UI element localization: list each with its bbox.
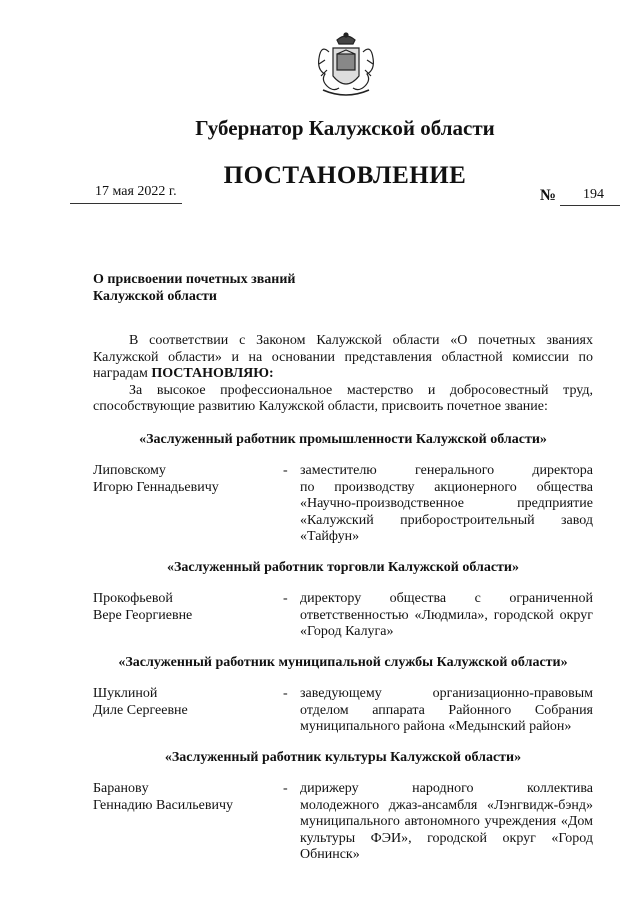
subject-line: Калужской области: [93, 289, 217, 304]
position-line: ответственностью «Людмила», городской округ: [300, 607, 593, 623]
preamble-paragraph: [93, 333, 593, 383]
recipient-name: [93, 686, 273, 719]
document-type-title: ПОСТАНОВЛЕНИЕ: [223, 162, 467, 189]
position-line: муниципального автономного учреждения «Дом: [300, 814, 593, 829]
award-intro-paragraph: За высокое профессиональное мастерство и добросовестный труд, способствующие развитию Калужской области, присвоить почетное звание:: [93, 382, 593, 414]
coat-of-arms-emblem: [315, 30, 377, 102]
position-line: молодежного джаз-ансамбля «Лэнгвидж-бэнд»: [300, 797, 593, 813]
preamble-text: В соответствии с Законом Калужской области «О почетных званиях Калужской области» и на основании представления областной комиссии по наградам: [93, 333, 593, 381]
number-underline: [560, 205, 620, 206]
decree-word: ПОСТАНОВЛЯЮ:: [151, 366, 274, 381]
position-line: отделом аппарата Районного Собрания: [300, 702, 593, 718]
issuing-authority: Губернатор Калужской области: [195, 116, 495, 140]
entry-dash: -: [283, 463, 288, 478]
recipient-name: [93, 463, 273, 496]
position-line: муниципального района «Медынский район»: [300, 719, 572, 734]
preamble: [93, 333, 593, 416]
position-line: директору общества с ограниченной: [300, 591, 593, 606]
document-date: 17 мая 2022 г.: [95, 184, 177, 199]
recipient-given-names: Диле Сергеевне: [93, 702, 188, 718]
number-sign: №: [540, 187, 557, 204]
recipient-surname: Прокофьевой: [93, 591, 173, 606]
award-title: «Заслуженный работник промышленности Калужской области»: [139, 432, 547, 447]
recipient-surname: Барановy: [93, 781, 149, 796]
entry-dash: -: [283, 591, 288, 606]
position-line: культуры ФЭИ», городской округ «Город: [300, 830, 593, 846]
date-underline: [70, 203, 182, 204]
recipient-position: [300, 686, 593, 736]
recipient-position: [300, 781, 593, 864]
document-number: 194: [583, 187, 604, 202]
recipient-name: [93, 591, 273, 624]
position-line: заведующему организационно-правовым: [300, 686, 593, 701]
position-line: дирижеру народного коллектива: [300, 781, 593, 796]
recipient-name: [93, 781, 273, 814]
document-subject: [93, 271, 295, 305]
position-line: «Калужский приборостроительный завод: [300, 512, 593, 528]
position-line: по производству акционерного общества: [300, 479, 593, 495]
recipient-surname: Шуклиной: [93, 686, 158, 701]
subject-line: О присвоении почетных званий: [93, 272, 296, 287]
position-line: «Научно-производственное предприятие: [300, 496, 593, 511]
recipient-given-names: Геннадию Васильевичу: [93, 797, 233, 813]
award-title: «Заслуженный работник торговли Калужской области»: [167, 560, 519, 575]
position-line: «Тайфун»: [300, 529, 360, 544]
award-title: «Заслуженный работник муниципальной службы Калужской области»: [118, 655, 568, 670]
recipient-position: [300, 591, 593, 641]
award-title: «Заслуженный работник культуры Калужской области»: [164, 750, 522, 765]
position-line: заместителю генерального директора: [300, 463, 593, 478]
position-line: Обнинск»: [300, 847, 360, 862]
recipient-position: [300, 463, 593, 546]
entry-dash: -: [283, 686, 288, 701]
recipient-given-names: Игорю Геннадьевичу: [93, 479, 219, 495]
position-line: «Город Калуга»: [300, 624, 394, 639]
entry-dash: -: [283, 781, 288, 796]
recipient-given-names: Вере Георгиевне: [93, 607, 193, 623]
recipient-surname: Липовскому: [93, 463, 166, 478]
